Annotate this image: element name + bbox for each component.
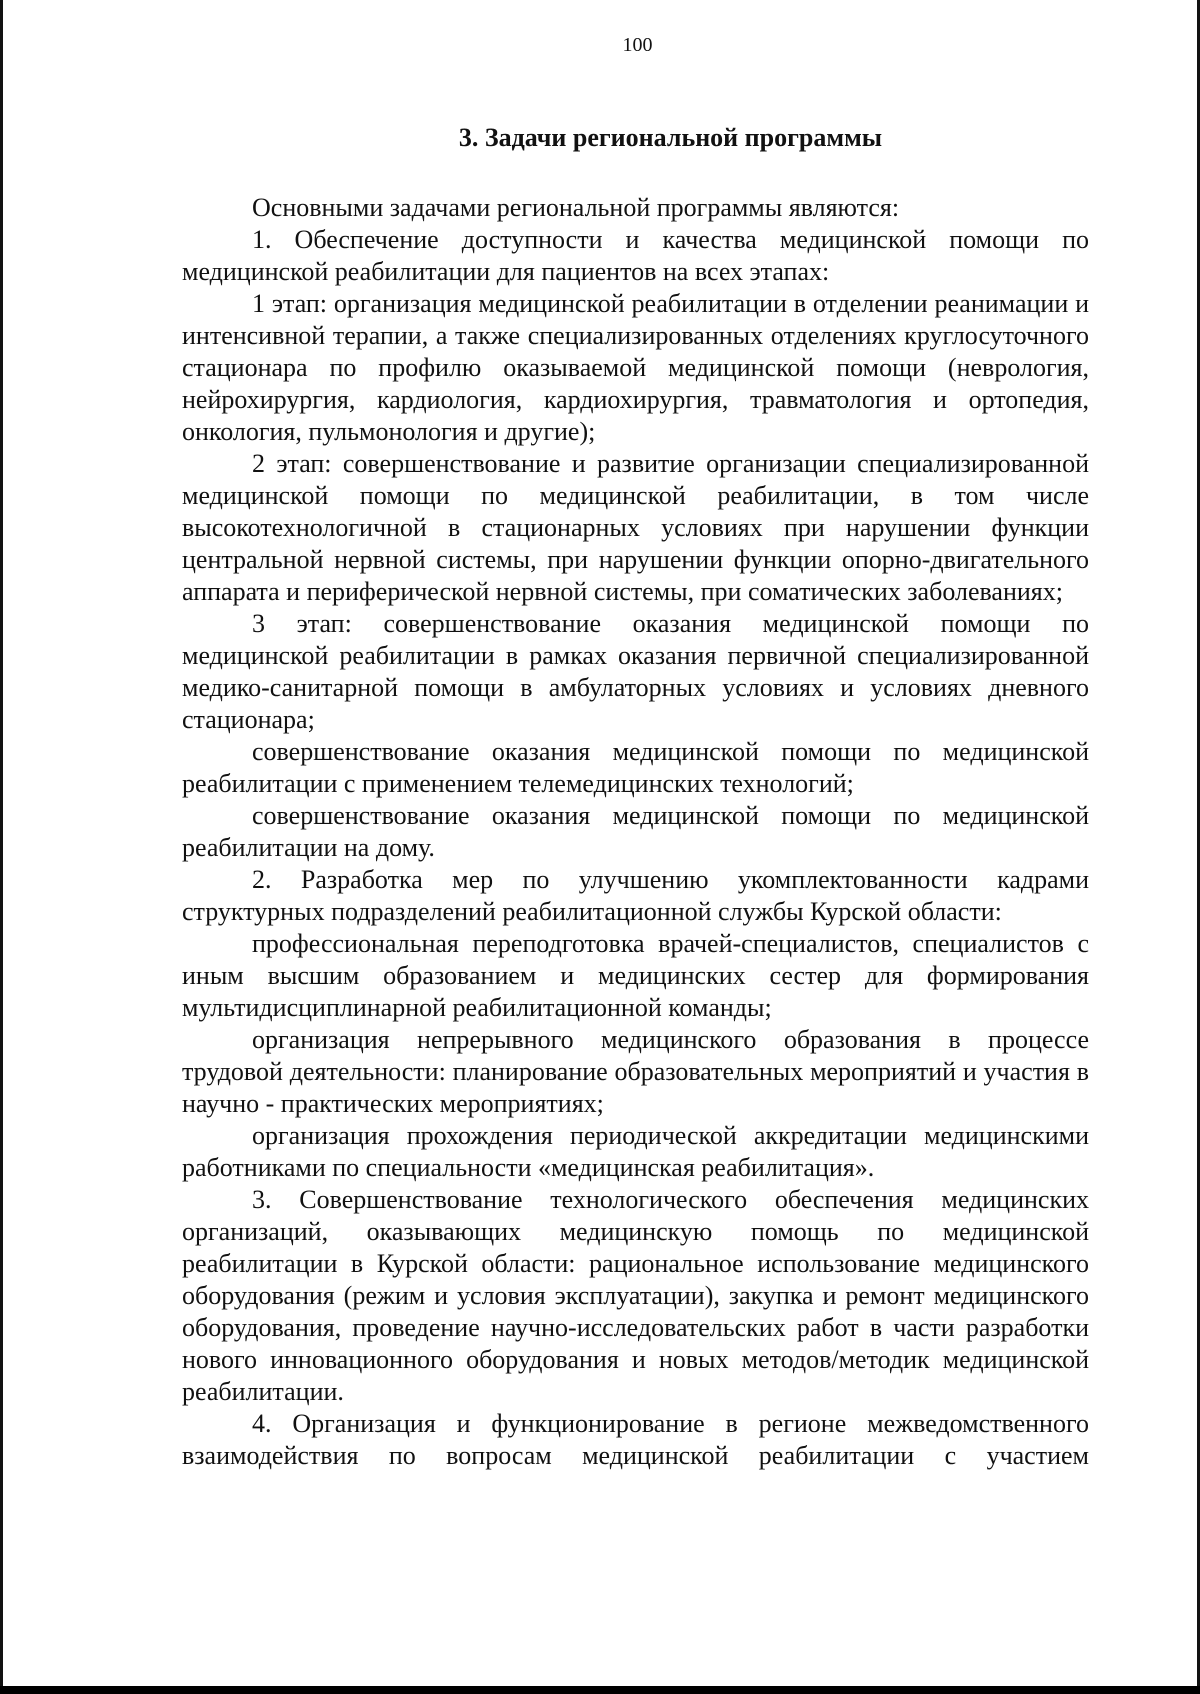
paragraph-intro: Основными задачами региональной программы являются: — [252, 193, 900, 222]
paragraph-task-2: 2. Разработка мер по улучшению укомплектованности кадрами структурных подразделений реабилитационной службы Курской области: — [182, 865, 1089, 926]
scan-edge-left — [0, 0, 3, 1694]
paragraph-task-1: 1. Обеспечение доступности и качества медицинской помощи по медицинской реабилитации для пациентов на всех этапах: — [182, 225, 1089, 286]
paragraph-stage-2: 2 этап: совершенствование и развитие организации специализированной медицинской помощи по медицинской реабилитации, в том числе высокотехнологичной в стационарных условиях при нарушении функции центральной нервной системы, при нарушении функции опорно-двигательного аппарата и периферической нервной системы, при соматических заболеваниях; — [182, 449, 1089, 606]
paragraph-task-4: 4. Организация и функционирование в регионе межведомственного взаимодействия по вопросам медицинской реабилитации с участием — [182, 1409, 1089, 1470]
paragraph-retraining: профессиональная переподготовка врачей-специалистов, специалистов с иным высшим образованием и медицинских сестер для формирования мультидисциплинарной реабилитационной команды; — [182, 929, 1089, 1022]
scan-edge-bottom — [0, 1686, 1200, 1694]
paragraph-task-3: 3. Совершенствование технологического обеспечения медицинских организаций, оказывающих медицинскую помощь по медицинской реабилитации в Курской области: рациональное использование медицинского оборудования (режим и условия эксплуатации), закупка и ремонт медицинского оборудования, проведение научно-исследовательских работ в части разработки нового инновационного оборудования и новых методов/методик медицинской реабилитации. — [182, 1185, 1089, 1406]
paragraph-accreditation: организация прохождения периодической аккредитации медицинскими работниками по специальности «медицинская реабилитация». — [182, 1121, 1089, 1182]
paragraph-stage-3: 3 этап: совершенствование оказания медицинской помощи по медицинской реабилитации в рамках оказания первичной специализированной медико-санитарной помощи в амбулаторных условиях и условиях дневного стационара; — [182, 609, 1089, 734]
document-body — [182, 122, 1089, 1472]
paragraph-continuing-education: организация непрерывного медицинского образования в процессе трудовой деятельности: планирование образовательных мероприятий и участия в научно - практических мероприятиях; — [182, 1025, 1089, 1118]
section-heading: 3. Задачи региональной программы — [458, 123, 883, 152]
page-number: 100 — [622, 34, 653, 56]
paragraph-stage-1: 1 этап: организация медицинской реабилитации в отделении реанимации и интенсивной терапии, а также специализированных отделениях круглосуточного стационара по профилю оказываемой медицинской помощи (неврология, нейрохирургия, кардиология, кардиохирургия, травматология и ортопедия, онкология, пульмонология и другие); — [182, 289, 1089, 446]
paragraph-telemedicine: совершенствование оказания медицинской помощи по медицинской реабилитации с применением телемедицинских технологий; — [182, 737, 1089, 798]
paragraph-home-rehab: совершенствование оказания медицинской помощи по медицинской реабилитации на дому. — [182, 801, 1089, 862]
